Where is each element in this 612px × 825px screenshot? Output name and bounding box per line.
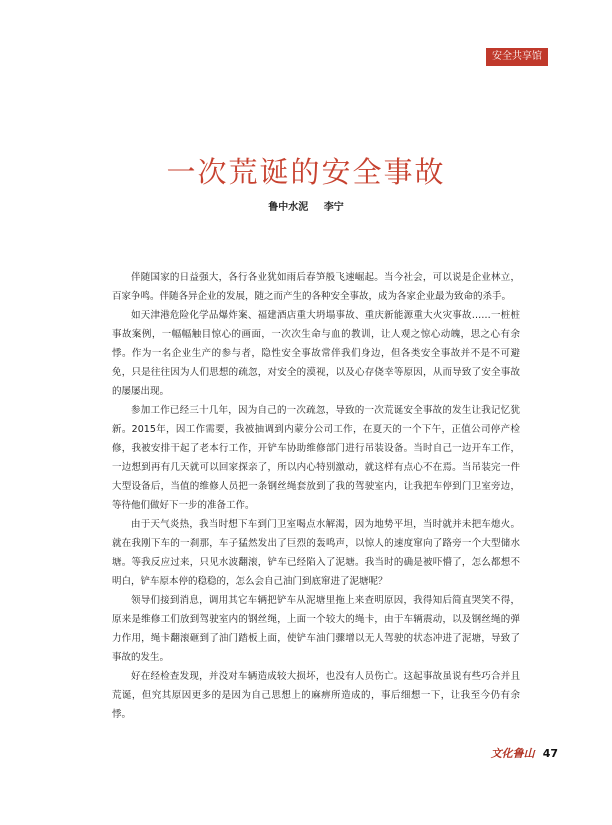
paragraph: 领导们接到消息，调用其它车辆把铲车从泥塘里拖上来查明原因，我得知后简直哭笑不得，原来是维修工们放到驾驶室内的钢丝绳，上面一个较大的绳卡，由于车辆震动，以及钢丝绳的弹力作用，绳卡翻滚砸到了油门踏板上面，使铲车油门骤增以无人驾驶的状态冲进了泥塘，导致了事故的发生。 — [112, 595, 520, 663]
paragraph: 参加工作已经三十几年，因为自己的一次疏忽，导致的一次荒诞安全事故的发生让我记忆犹新。2015年，因工作需要，我被抽调到内蒙分公司工作，在夏天的一个下午，正值公司停产检修，我被安排干起了老本行工作，开铲车协助维修部门进行吊装设备。当时自己一边开车工作，一边想到再有几天就可以回家探亲了，所以内心特别激动，就这样有点心不在焉。当吊装完一件大型设备后，当值的维修人员把一条钢丝绳套放到了我的驾驶室内，让我把车停到门卫室旁边，等待他们做好下一步的准备工作。 — [112, 405, 520, 511]
author-name: 李宁 — [323, 202, 344, 213]
page-footer — [491, 745, 558, 761]
paragraph: 由于天气炎热，我当时想下车到门卫室喝点水解渴，因为地势平坦，当时就并未把车熄火。就在我刚下车的一刹那，车子猛然发出了巨烈的轰鸣声，以惊人的速度窜向了路旁一个大型储水塘。等我反应过来，只见水波翻滚，铲车已经陷入了泥塘。我当时的确是被吓懵了，怎么都想不明白，铲车原本停的稳稳的，怎么会自己油门到底窜进了泥塘呢？ — [112, 519, 520, 587]
byline — [0, 198, 612, 213]
section-tag: 安全共享馆 — [486, 48, 548, 66]
page-number: 47 — [542, 746, 558, 760]
article-title: 一次荒诞的安全事故 — [166, 155, 446, 189]
author-org: 鲁中水泥 — [268, 202, 309, 213]
paragraph: 伴随国家的日益强大，各行各业犹如雨后春笋般飞速崛起。当今社会，可以说是企业林立，百家争鸣。伴随各异企业的发展，随之而产生的各种安全事故，成为各家企业最为致命的杀手。 — [112, 272, 520, 302]
paragraph: 好在经检查发现，并没对车辆造成较大损坏，也没有人员伤亡。这起事故虽说有些巧合并且荒诞，但究其原因更多的是因为自己思想上的麻痹所造成的，事后细想一下，让我至今仍有余悸。 — [112, 671, 520, 720]
magazine-logo: 文化鲁山 — [490, 747, 535, 760]
article-body — [112, 268, 520, 724]
paragraph: 如天津港危险化学品爆炸案、福建酒店重大坍塌事故、重庆新能源重大火灾事故……一桩桩事故案例，一幅幅触目惊心的画面，一次次生命与血的教训，让人观之惊心动魄，思之心有余悸。作为一名企业生产的参与者，隐性安全事故常伴我们身边，但各类安全事故并不是不可避免，只是往往因为人们思想的疏忽，对安全的漠视，以及心存侥幸等原因，从而导致了安全事故的屡屡出现。 — [112, 310, 520, 397]
